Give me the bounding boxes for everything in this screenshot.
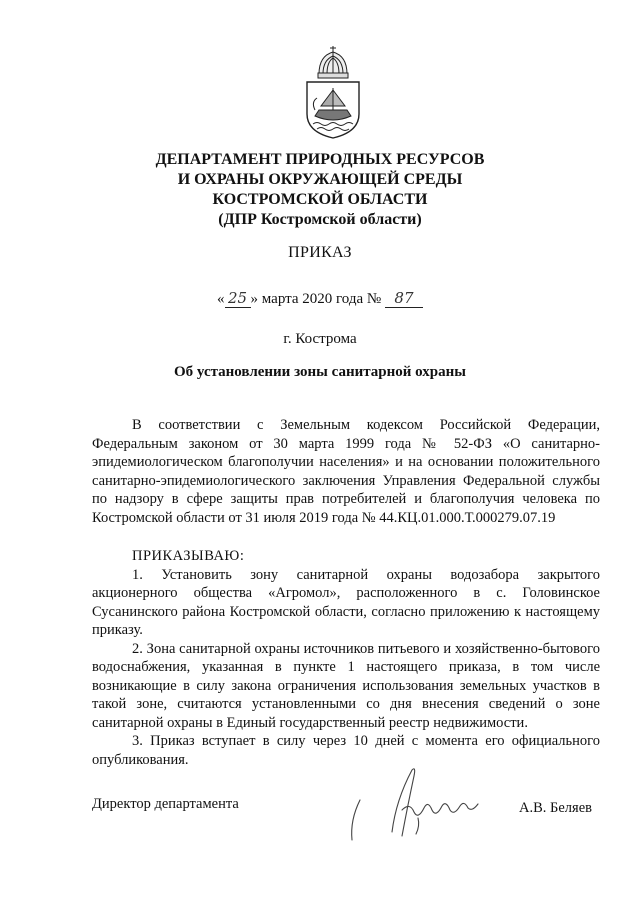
date-day-handwritten: 25 <box>225 289 251 308</box>
order-body <box>92 416 600 769</box>
handwritten-signature <box>332 760 502 850</box>
order-item-3: 3. Приказ вступает в силу через 10 дней с момента его официального опубликования. <box>92 733 600 768</box>
order-word: ПРИКАЗЫВАЮ: <box>132 548 245 564</box>
date-open-quote: « <box>217 291 225 307</box>
document-type-title: ПРИКАЗ <box>288 244 352 261</box>
order-item-2: 2. Зона санитарной охраны источников питьевого и хозяйственно-бытового водоснабжения, указанная в пункте 1 настоящего приказа, в том числе возникающие в силу закона ограничения использования земельных участков в такой зоне, считаются установленными со дня внесения сведений о зоне санитарной охраны в Единый государственный реестр недвижимости. <box>92 640 600 731</box>
header-line-2: И ОХРАНЫ ОКРУЖАЮЩЕЙ СРЕДЫ <box>177 171 463 188</box>
coat-of-arms-emblem <box>299 44 367 140</box>
city-line: г. Кострома <box>283 331 357 347</box>
preamble-paragraph: В соответствии с Земельным кодексом Российской Федерации, Федеральным законом от 30 марта 1999 года № 52-ФЗ «О санитарно-эпидемиологическом благополучии населения» и на основании положительного санитарно-эпидемиологического заключения Управления Федеральной службы по надзору в сфере защиты прав потребителей и благополучия человека по Костромской области от 31 июля 2019 года № 44.КЦ.01.000.Т.000279.07.19 <box>92 417 600 526</box>
order-subject: Об установлении зоны санитарной охраны <box>173 364 466 380</box>
order-number-handwritten: 87 <box>385 289 423 308</box>
signatory-name: А.В. Беляев <box>519 800 592 816</box>
header-line-3: КОСТРОМСКОЙ ОБЛАСТИ <box>212 191 428 208</box>
department-header <box>0 150 640 230</box>
header-line-1: ДЕПАРТАМЕНТ ПРИРОДНЫХ РЕСУРСОВ <box>155 151 485 168</box>
order-item-1: 1. Установить зону санитарной охраны водозабора закрытого акционерного общества «Агромол», расположенного в с. Головинское Сусанинского района Костромской области, согласно приложению к настоящему приказу. <box>92 566 600 638</box>
signatory-role: Директор департамента <box>92 796 239 812</box>
header-line-4: (ДПР Костромской области) <box>218 211 422 228</box>
date-and-number-line <box>0 289 640 308</box>
date-rest-text: » марта 2020 года № <box>250 291 382 307</box>
